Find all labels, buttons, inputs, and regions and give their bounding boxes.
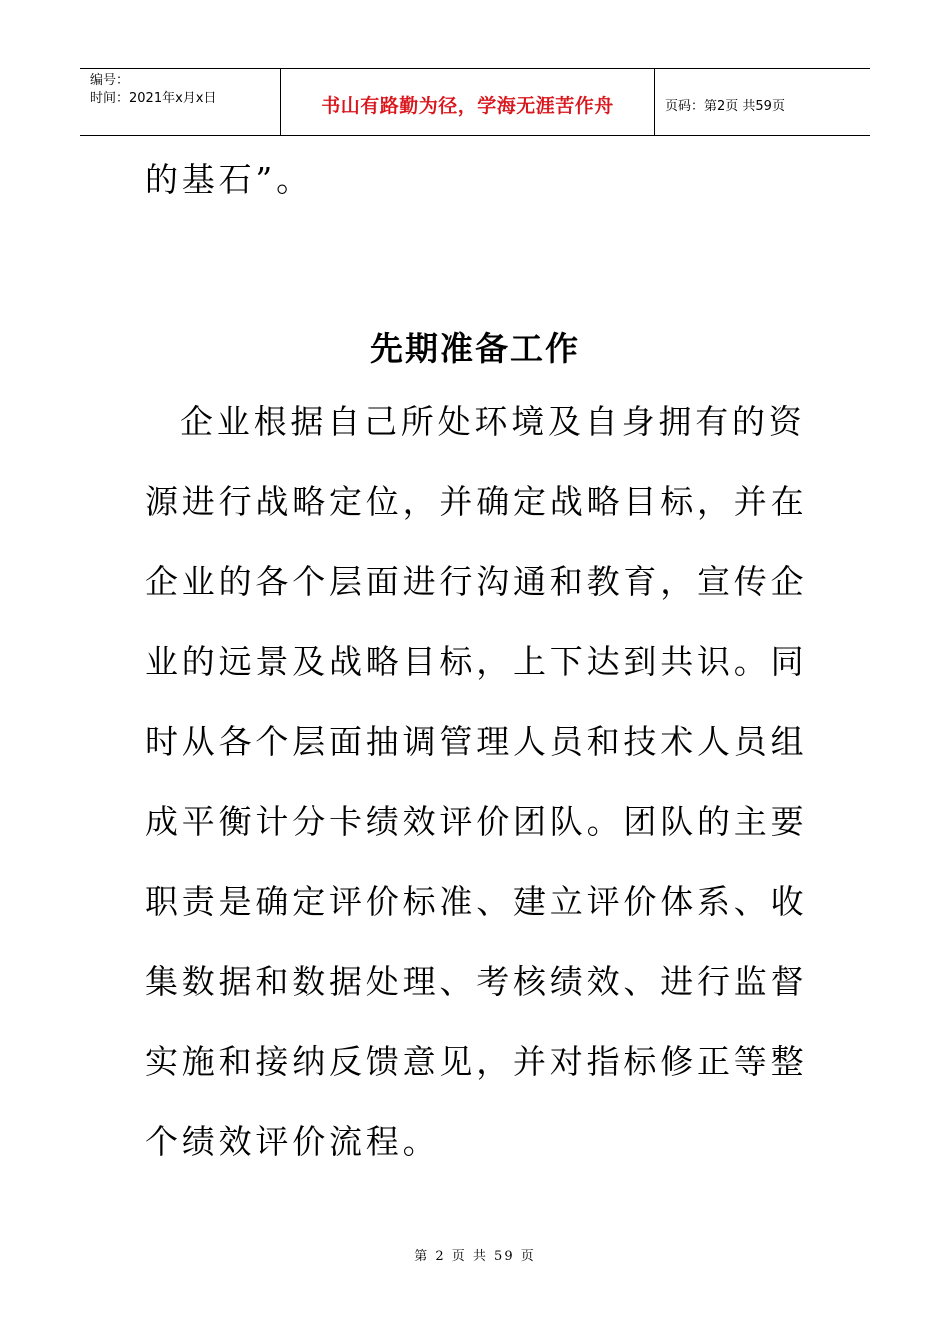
page-footer: 第 2 页 共 59 页: [414, 1249, 536, 1264]
paragraph-line: 实施和接纳反馈意见，并对指标修正等整: [145, 1042, 808, 1081]
continuation-line: 的基石”。: [145, 160, 313, 199]
page-header: [80, 68, 870, 136]
header-motto: 书山有路勤为径，学海无涯苦作舟: [321, 94, 614, 117]
header-page-cell: [655, 69, 870, 135]
paragraph-line: 企业根据自己所处环境及自身拥有的资: [180, 402, 806, 441]
header-date-label: 时间：2021年x月x日: [90, 91, 217, 106]
paragraph-line: 职责是确定评价标准、建立评价体系、收: [145, 882, 808, 921]
section-title: 先期准备工作: [370, 329, 580, 368]
paragraph-line: 企业的各个层面进行沟通和教育，宣传企: [145, 562, 808, 601]
header-meta-cell: [80, 69, 281, 135]
header-page-info: 页码：第2页 共59页: [665, 98, 785, 114]
paragraph-line: 成平衡计分卡绩效评价团队。团队的主要: [145, 802, 808, 841]
paragraph-line: 业的远景及战略目标，上下达到共识。同: [145, 642, 808, 681]
paragraph-line: 集数据和数据处理、考核绩效、进行监督: [145, 962, 808, 1001]
paragraph-line: 源进行战略定位，并确定战略目标，并在: [145, 482, 808, 521]
paragraph-line: 时从各个层面抽调管理人员和技术人员组: [145, 722, 808, 761]
header-motto-cell: [281, 69, 655, 135]
header-number-label: 编号：: [90, 73, 130, 88]
paragraph-line: 个绩效评价流程。: [145, 1122, 440, 1161]
